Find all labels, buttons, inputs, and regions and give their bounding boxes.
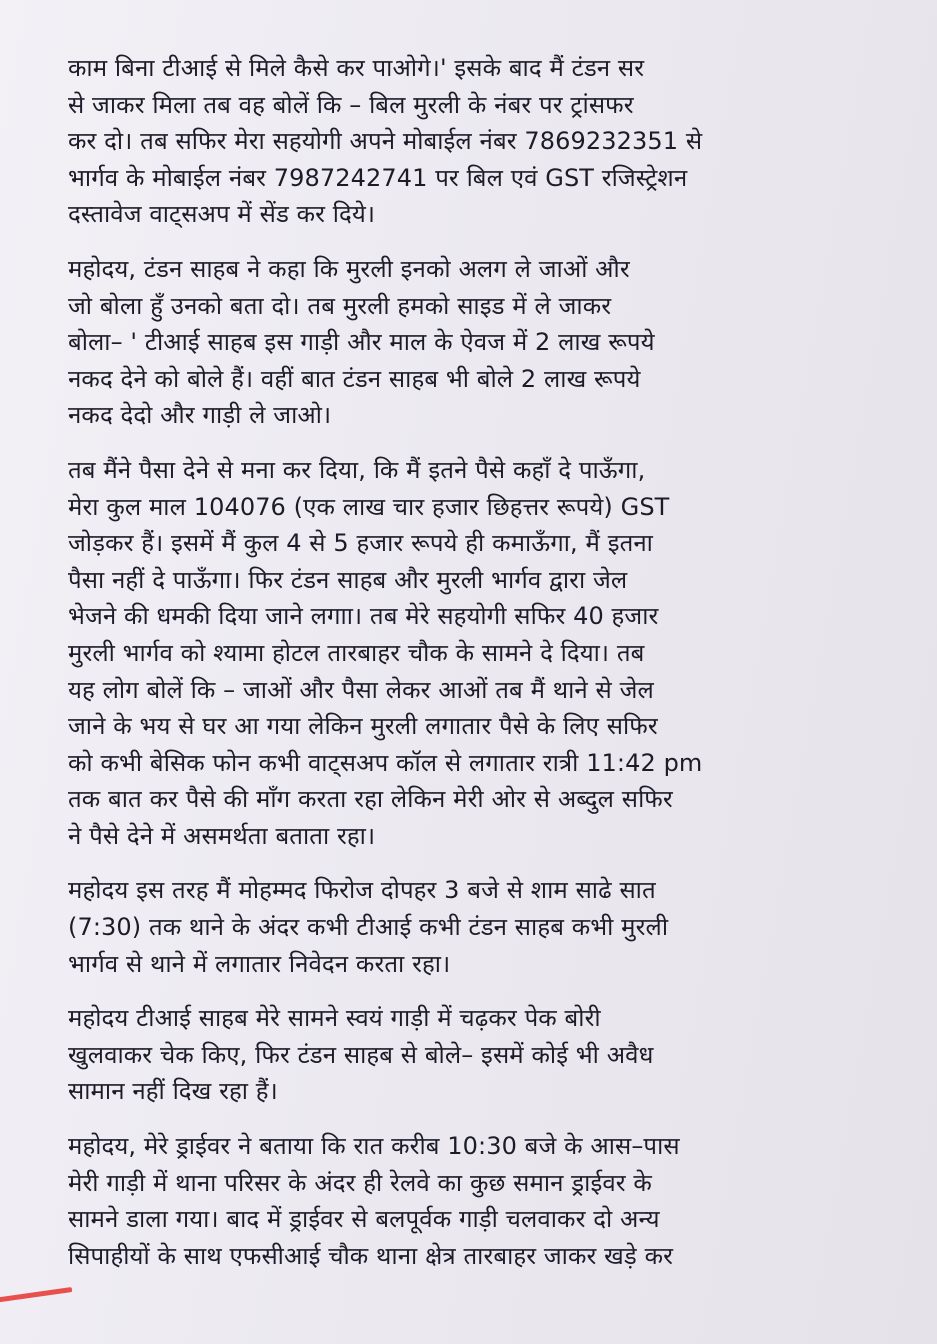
text-line: से जाकर मिला तब वह बोलें कि – बिल मुरली के नंबर पर ट्रांसफर	[68, 90, 634, 119]
text-line: जोड़कर हैं। इसमें मैं कुल 4 से 5 हजार रूपये ही कमाऊँगा, मैं इतना	[68, 529, 653, 558]
text-line: दस्तावेज वाट्सअप में सेंड कर दिये।	[68, 200, 376, 229]
text-line: भेजने की धमकी दिया जाने लगाा। तब मेरे सहयोगी सफिर 40 हजार	[68, 602, 659, 631]
paragraph-2	[68, 251, 898, 434]
text-line: नकद देने को बोले हैं। वहीं बात टंडन साहब भी बोले 2 लाख रूपये	[68, 364, 641, 393]
paragraph-5	[68, 1000, 898, 1110]
document-body	[68, 50, 898, 1274]
text-line: पैसा नहीं दे पाऊँगा। फिर टंडन साहब और मुरली भार्गव द्वारा जेल	[68, 565, 628, 594]
text-line: तब मैंने पैसा देने से मना कर दिया, कि मैं इतने पैसे कहाँ दे पाऊँगा,	[68, 455, 646, 484]
paragraph-3	[68, 452, 898, 855]
text-line: सिपाहीयों के साथ एफसीआई चौक थाना क्षेत्र तारबाहर जाकर खड़े कर	[68, 1241, 674, 1270]
text-line: सामान नहीं दिख रहा हैं।	[68, 1077, 278, 1106]
text-line: महोदय इस तरह मैं मोहम्मद फिरोज दोपहर 3 बजे से शाम साढे सात	[68, 876, 656, 905]
paragraph-1	[68, 50, 898, 233]
text-line: बोला– ' टीआई साहब इस गाड़ी और माल के ऐवज में 2 लाख रूपये	[68, 328, 655, 357]
text-line: नकद देदो और गाड़ी ले जाओ।	[68, 401, 332, 430]
text-line: काम बिना टीआई से मिले कैसे कर पाओगे।' इसके बाद मैं टंडन सर	[68, 54, 645, 82]
text-line: जो बोला हुँ उनको बता दो। तब मुरली हमको साइड में ले जाकर	[68, 291, 612, 320]
text-line: खुलवाकर चेक किए, फिर टंडन साहब से बोले– इसमें कोई भी अवैध	[68, 1040, 654, 1069]
text-line: सामने डाला गया। बाद में ड्राईवर से बलपूर्वक गाड़ी चलवाकर दो अन्य	[68, 1205, 660, 1234]
text-line: भार्गव के मोबाईल नंबर 7987242741 पर बिल एवं GST रजिस्ट्रेशन	[68, 163, 688, 192]
text-line: (7:30) तक थाने के अंदर कभी टीआई कभी टंडन साहब कभी मुरली	[68, 913, 669, 942]
text-line: महोदय, टंडन साहब ने कहा कि मुरली इनको अलग ले जाओं और	[68, 254, 630, 283]
text-line: मुरली भार्गव को श्यामा होटल तारबाहर चौक के सामने दे दिया। तब	[68, 638, 645, 667]
text-line: महोदय टीआई साहब मेरे सामने स्वयं गाड़ी में चढ़कर पेक बोरी	[68, 1004, 601, 1033]
red-underline-mark	[0, 1287, 72, 1303]
paragraph-6	[68, 1128, 898, 1274]
text-line: कर दो। तब सफिर मेरा सहयोगी अपने मोबाईल नंबर 7869232351 से	[68, 127, 703, 156]
text-line: जाने के भय से घर आ गया लेकिन मुरली लगातार पैसे के लिए सफिर	[68, 712, 658, 741]
text-line: तक बात कर पैसे की माँग करता रहा लेकिन मेरी ओर से अब्दुल सफिर	[68, 785, 673, 814]
text-line: को कभी बेसिक फोन कभी वाट्सअप कॉल से लगातार रात्री 11:42 pm	[68, 748, 703, 777]
text-line: मेरा कुल माल 104076 (एक लाख चार हजार छिहत्तर रूपये) GST	[68, 492, 670, 521]
text-line: भार्गव से थाने में लगातार निवेदन करता रहा।	[68, 949, 451, 978]
text-line: मेरी गाड़ी में थाना परिसर के अंदर ही रेलवे का कुछ समान ड्राईवर के	[68, 1168, 652, 1197]
text-line: ने पैसे देने में असमर्थता बताता रहा।	[68, 821, 376, 850]
text-line: महोदय, मेरे ड्राईवर ने बताया कि रात करीब 10:30 बजे के आस–पास	[68, 1132, 680, 1161]
paragraph-4	[68, 872, 898, 982]
text-line: यह लोग बोलें कि – जाओं और पैसा लेकर आओं तब मैं थाने से जेल	[68, 675, 654, 704]
